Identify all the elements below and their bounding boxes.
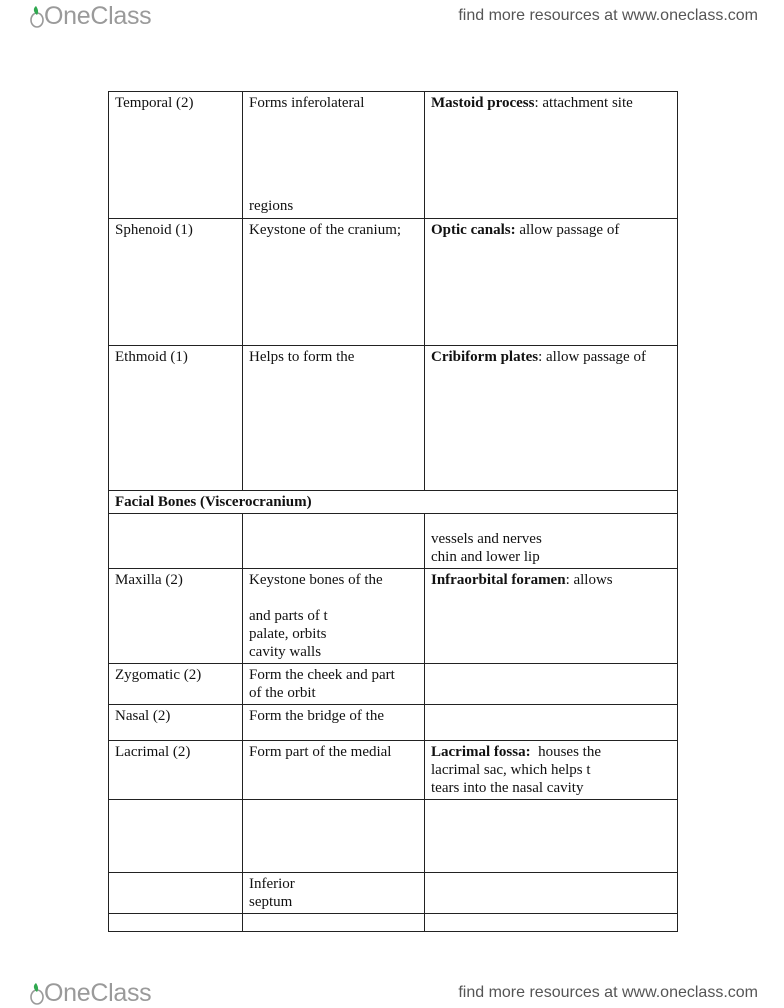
bone-feature	[425, 800, 678, 873]
bone-name: Zygomatic (2)	[109, 664, 243, 705]
feature-text: : allow passage of	[538, 349, 646, 365]
table-row	[109, 664, 678, 705]
feature-term: Infraorbital foramen	[431, 572, 566, 588]
table-row	[109, 705, 678, 741]
bone-description	[243, 569, 425, 664]
oneclass-logo[interactable]	[30, 2, 151, 31]
bone-feature	[425, 219, 678, 346]
section-row	[109, 491, 678, 514]
desc-line: cavity walls	[249, 644, 322, 660]
bone-feature	[425, 873, 678, 914]
table-row	[109, 741, 678, 800]
desc-blank	[249, 589, 418, 607]
bone-feature	[425, 705, 678, 741]
desc-line: septum	[249, 894, 293, 910]
table-row	[109, 514, 678, 569]
feature-term: Cribiform plates	[431, 349, 539, 365]
bone-name: Temporal (2)	[109, 92, 243, 219]
leaf-icon	[30, 6, 44, 28]
table-row	[109, 219, 678, 346]
desc-line: Keystone bones of the	[249, 572, 383, 588]
bone-feature	[425, 914, 678, 932]
resources-link[interactable]: find more resources at www.oneclass.com	[458, 7, 758, 24]
bone-description: Keystone of the cranium;	[243, 219, 425, 346]
bone-feature	[425, 514, 678, 569]
bone-name	[109, 914, 243, 932]
bone-name	[109, 514, 243, 569]
bone-description	[243, 514, 425, 569]
feature-term: Optic canals:	[431, 222, 516, 238]
feature-line: chin and lower lip	[431, 549, 540, 565]
bone-description	[243, 92, 425, 219]
table-row	[109, 569, 678, 664]
feature-line: lacrimal sac, which helps t	[431, 762, 591, 778]
feature-line: tears into the nasal cavity	[431, 780, 584, 796]
section-title: Facial Bones (Viscerocranium)	[109, 491, 678, 514]
bone-feature	[425, 92, 678, 219]
desc-line: of the orbit	[249, 685, 316, 701]
bone-feature	[425, 569, 678, 664]
bone-name: Nasal (2)	[109, 705, 243, 741]
skull-bones-table	[108, 91, 678, 932]
bone-feature	[425, 346, 678, 491]
desc-line: Form the cheek and part	[249, 667, 395, 683]
leaf-icon	[30, 983, 44, 1005]
bone-description: Form the bridge of the	[243, 705, 425, 741]
table-row	[109, 914, 678, 932]
feature-term: Mastoid process	[431, 95, 535, 111]
table-row	[109, 92, 678, 219]
bone-description: Helps to form the	[243, 346, 425, 491]
bone-name	[109, 873, 243, 914]
bone-name: Lacrimal (2)	[109, 741, 243, 800]
desc-line: and parts of t	[249, 608, 328, 624]
bone-feature	[425, 741, 678, 800]
feature-text: : allows	[565, 572, 613, 588]
bone-feature	[425, 664, 678, 705]
feature-text: houses the	[530, 744, 601, 760]
table-row	[109, 873, 678, 914]
table-row	[109, 800, 678, 873]
table-row	[109, 346, 678, 491]
brand-name: OneClass	[44, 979, 152, 1007]
brand-name: OneClass	[44, 2, 152, 30]
bone-description	[243, 800, 425, 873]
bone-description	[243, 873, 425, 914]
oneclass-logo[interactable]	[30, 979, 151, 1008]
feature-text: : attachment site	[534, 95, 633, 111]
bone-description: Form part of the medial	[243, 741, 425, 800]
bone-name: Sphenoid (1)	[109, 219, 243, 346]
bone-description	[243, 914, 425, 932]
desc-line: Inferior	[249, 876, 295, 892]
desc-line: Forms inferolateral	[249, 95, 365, 111]
feature-line: vessels and nerves	[431, 531, 542, 547]
bone-name: Maxilla (2)	[109, 569, 243, 664]
feature-term: Lacrimal fossa:	[431, 744, 531, 760]
bone-name	[109, 800, 243, 873]
desc-line: palate, orbits	[249, 626, 327, 642]
bone-name: Ethmoid (1)	[109, 346, 243, 491]
bone-description	[243, 664, 425, 705]
resources-link[interactable]: find more resources at www.oneclass.com	[458, 984, 758, 1001]
desc-line: regions	[249, 198, 294, 214]
feature-text: allow passage of	[515, 222, 620, 238]
